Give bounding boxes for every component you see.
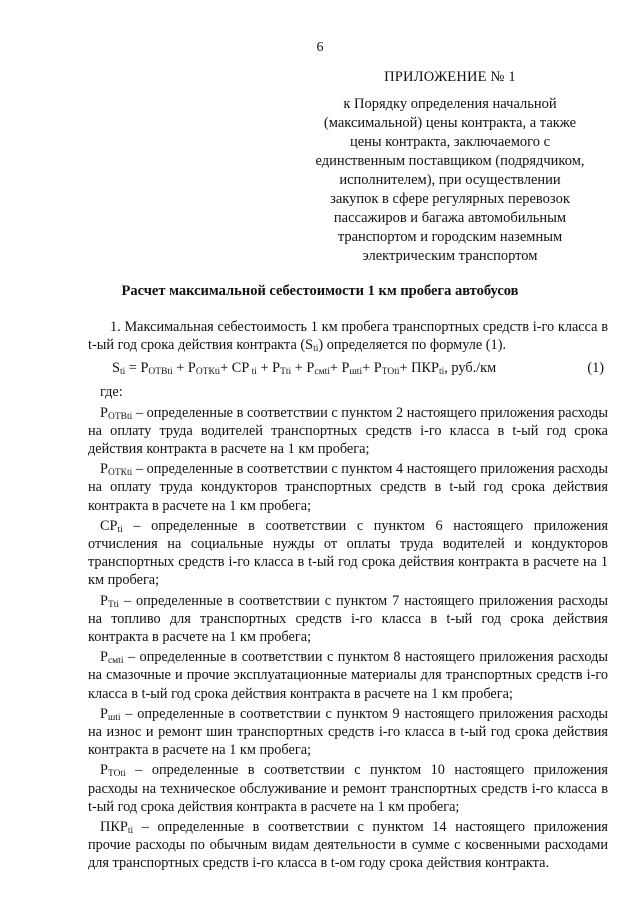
definition-symbol-sub: ОТВti [107,411,133,422]
definition-symbol-sub: ОТКti [107,468,133,479]
formula-number: (1) [587,360,604,377]
definition-symbol-sub: Тti [107,599,120,610]
formula-term-base: ПКР [411,360,439,377]
where-label: где: [100,384,123,401]
formula-term-sep: + [172,360,188,377]
formula-lhs-sub: ti [119,367,126,378]
definition-item [88,761,608,816]
definition-symbol-sub: шti [107,712,121,723]
definition-item [88,705,608,760]
definition-symbol: Р [100,461,108,478]
formula-term-base: Р [187,360,196,377]
formula-term-sep: , руб./км [444,360,497,377]
definition-symbol-sub: ТОti [107,769,126,780]
formula-term-sub: Тti [280,367,292,378]
document-body [88,318,608,875]
paragraph-1-text-a: 1. Максимальная себестоимость 1 км пробега транспортных средств i-го класса в t-ый год срока действия контракта (S [88,319,608,354]
paragraph-1 [88,318,608,354]
formula-term-sub: ti [438,367,445,378]
definition-text: – определенные в соответствии с пунктом 7 настоящего приложения расходы на топливо для транспортных средств i-го класса в t-ый год срока действия контракта в расчете на 1 км пробега; [88,592,608,646]
definition-symbol: Р [100,762,108,779]
paragraph-1-text-b: ) определяется по формуле (1). [318,337,507,354]
definition-symbol: Р [100,404,108,421]
formula-1 [88,359,608,381]
appendix-subtitle-line: транспортом и городским наземным [337,229,563,245]
definition-symbol: ПКР [100,819,128,836]
formula-terms [140,360,496,376]
definition-text: – определенные в соответствии с пунктом 9 настоящего приложения расходы на износ и ремонт шин транспортных средств i-го класса в t-ый год срока действия контракта в расчете на 1 км пробега; [88,705,608,759]
formula-term-sub: смti [314,367,330,378]
definition-text: – определенные в соответствии с пунктом 10 настоящего приложения расходы на техническое обслуживание и ремонт транспортных средств i-го класса в t-ый год срока действия контракта в расчете на 1 км пробега; [88,762,608,815]
formula-term-sep: + [291,360,307,377]
definition-text: – определенные в соответствии с пунктом 8 настоящего приложения расходы на смазочные и прочие эксплуатационные материалы для транспортных средств i-го класса в t-ый год срока действия контракта в расчете на 1 км пробега; [88,649,608,702]
page-number: 6 [316,40,324,55]
formula-term-sep: + [220,360,232,377]
formula-term-sep: + [399,360,412,377]
formula-term-sub: ОТКti [195,367,221,378]
formula-term-base: Р [140,360,149,377]
definition-symbol: Р [100,592,108,609]
definition-text: – определенные в соответствии с пунктом 6 настоящего приложения отчисления на социальные нужды от оплаты труда водителей и кондукторов транспортных средств i-го класса в t-ый год срока действия контракта в расчете на 1 км пробега; [88,517,608,589]
section-heading: Расчет максимальной себестоимости 1 км пробега автобусов [121,283,519,299]
definition-item [88,648,608,703]
definition-item [88,460,608,515]
definition-symbol-sub: ti [127,826,134,837]
definition-symbol-sub: ti [117,524,123,535]
definition-symbol: Р [100,649,108,666]
appendix-subtitle-line: электрическим транспортом [362,248,538,264]
formula-term-base: Р [341,360,350,377]
definition-symbol: Р [100,705,108,722]
appendix-subtitle-line: пассажиров и багажа автомобильным [333,210,567,226]
appendix-subtitle-line: единственным поставщиком (подрядчиком, [315,153,585,169]
definition-symbol-sub: смti [107,656,124,667]
definition-item [88,404,608,459]
formula-term-base: Р [272,360,281,377]
formula-term-sep: + [256,360,273,377]
formula-term-sub: шti [349,367,363,378]
appendix-block [290,68,610,266]
appendix-subtitle-line: исполнителем), при осуществлении [339,172,561,188]
paragraph-1-symbol-sub: ti [313,344,319,355]
definitions-list [88,404,608,873]
formula-lhs: S [112,360,120,377]
formula-term-sub: ТОti [381,367,400,378]
definition-item [88,517,608,590]
definition-text: – определенные в соответствии с пунктом 2 настоящего приложения расходы на оплату труда водителей транспортных средств i-го класса в t-ый год срока действия контракта в расчете на 1 км пробега; [88,404,608,458]
formula-term-sep: + [362,360,374,377]
appendix-subtitle-line: цены контракта, заключаемого с [349,134,551,150]
appendix-subtitle-line: (максимальной) цены контракта, а также [323,115,577,131]
definition-item [88,592,608,647]
formula-term-sep: + [329,360,342,377]
formula-term-sub: ti [249,367,257,378]
formula-equals: = [125,360,141,377]
appendix-title: ПРИЛОЖЕНИЕ № 1 [384,69,516,85]
definition-text: – определенные в соответствии с пунктом 4 настоящего приложения расходы на оплату труда кондукторов транспортных средств в t-ый год срока действия контракта в расчете на 1 км пробега; [88,461,608,514]
formula-term-base: Р [373,360,382,377]
appendix-subtitle-line: закупок в сфере регулярных перевозок [330,191,570,207]
appendix-subtitle-line: к Порядку определения начальной [343,96,557,112]
definition-item [88,818,608,873]
formula-term-base: Р [306,360,315,377]
formula-term-sub: ОТВti [148,367,173,378]
formula-term-base: СР [231,360,250,377]
definition-text: – определенные в соответствии с пунктом 14 настоящего приложения прочие расходы по обычным видам деятельности в сумме с косвенными расходами для транспортных средств i-го класса в t-ом году срока действия контракта. [88,819,608,872]
definition-symbol: СР [100,517,118,534]
